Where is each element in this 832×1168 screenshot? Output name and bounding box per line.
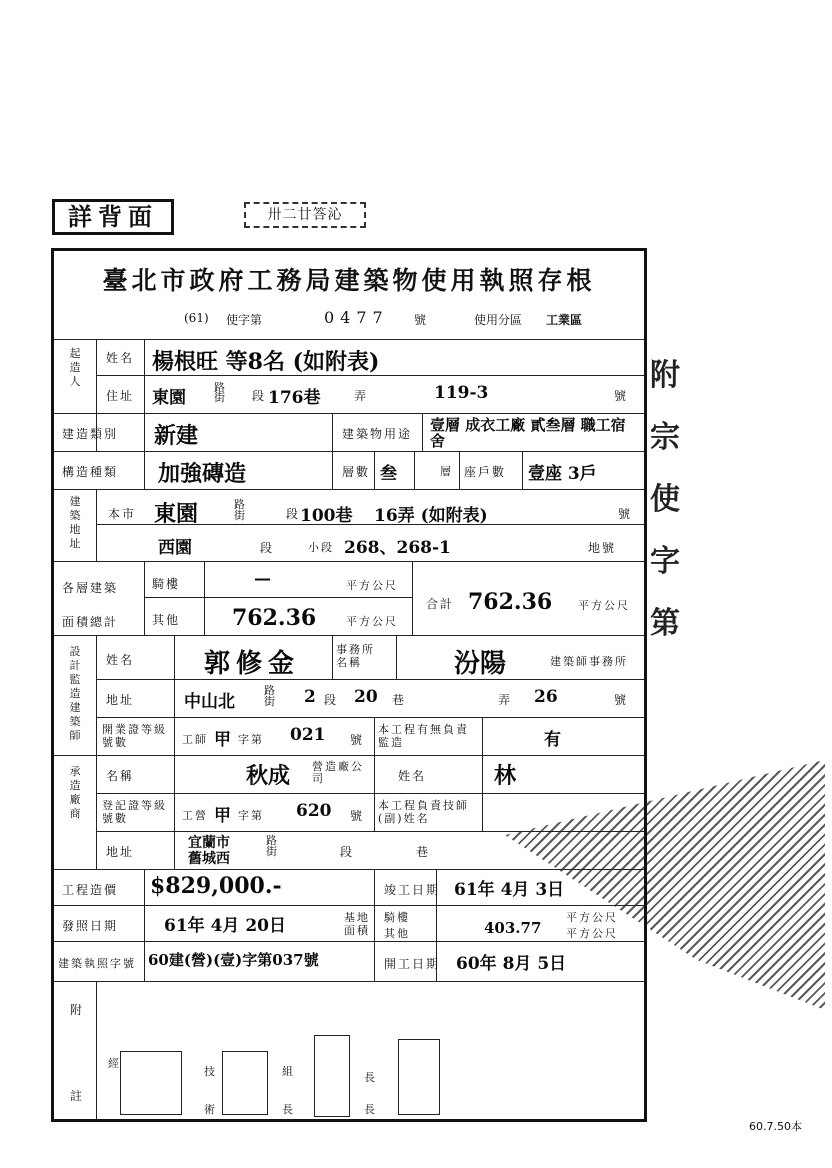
struct-value: 加強磚造 — [158, 461, 247, 487]
sig-label-2: 技 — [204, 1065, 217, 1078]
site-no: 16弄 (如附表) — [374, 506, 488, 526]
footer-code: 60.7.50本 — [749, 1120, 802, 1133]
arch-office-label: 事務所名稱 — [336, 643, 375, 669]
arch-supervise-label: 本工程有無負責監造 — [378, 723, 469, 749]
contr-addr-label: 地址 — [106, 845, 135, 859]
arch-addr-label: 地址 — [106, 693, 135, 707]
contr-person: 林 — [494, 763, 517, 789]
right-margin-text: 附 宗 使 字 第 — [650, 358, 680, 641]
document-tag: 詳背面 — [52, 199, 174, 235]
stamp-box-3 — [314, 1035, 350, 1117]
sig-label-4: 長 — [364, 1071, 377, 1084]
sig-label-3: 組 — [282, 1065, 295, 1078]
arch-cert-label: 開業證等級號數 — [102, 723, 167, 749]
arch-supervise-value: 有 — [544, 730, 561, 750]
arch-addr-lane-unit: 巷 — [392, 693, 407, 707]
total-value: 762.36 — [468, 589, 553, 615]
owner-addr-label: 住址 — [106, 389, 135, 403]
arcade-value: — — [254, 569, 271, 589]
cost-value: $829,000.- — [150, 873, 282, 899]
arch-addr-road: 路街 — [264, 684, 277, 708]
area-label-1: 各層建築 — [62, 581, 119, 595]
site-arcade-unit: 平方公尺 — [566, 911, 618, 924]
site-land-nos: 268、268-1 — [344, 538, 451, 558]
site-group-label: 建築地址 — [69, 495, 81, 550]
arch-office: 汾陽 — [454, 649, 507, 679]
sig-label-5: 長 — [364, 1103, 377, 1116]
contr-tech-label: 本工程負責技師(副)姓名 — [378, 799, 469, 825]
site-arcade-label: 騎樓 — [384, 911, 410, 924]
owner-addr-city: 東園 — [152, 388, 186, 408]
sig-label-3b: 長 — [282, 1103, 295, 1116]
units-value: 壹座 3戶 — [528, 464, 597, 484]
issue-value: 61年 4月 20日 — [164, 916, 286, 936]
site-road: 東園 — [154, 501, 199, 527]
site-land-subsec: 小段 — [308, 541, 334, 554]
stamp-box-4 — [398, 1039, 440, 1115]
arcade-label: 騎樓 — [152, 577, 181, 591]
arch-cert-no: 021 — [290, 725, 326, 745]
sig-label-2b: 術 — [204, 1103, 217, 1116]
area-label-2: 面積總計 — [62, 615, 119, 629]
owner-addr-lane: 176巷 — [268, 388, 321, 408]
complete-value: 61年 4月 3日 — [454, 880, 565, 900]
site-lane: 100巷 — [300, 506, 353, 526]
permit-word: 使字第 — [226, 313, 263, 327]
build-type-value: 新建 — [154, 423, 199, 449]
build-type-label: 建造類別 — [62, 427, 119, 441]
site-hao: 號 — [618, 507, 633, 521]
units-label: 座戶數 — [464, 465, 507, 479]
total-unit: 平方公尺 — [578, 599, 630, 612]
site-land-sec: 段 — [260, 541, 275, 555]
arch-addr-sec-unit: 段 — [324, 693, 339, 707]
contr-cert-word: 字第 — [238, 809, 264, 822]
owner-addr-hao: 號 — [614, 389, 629, 403]
owner-name: 楊根旺 等8名 (如附表) — [152, 349, 380, 375]
contr-addr: 宜蘭市 舊城西 — [188, 835, 230, 867]
permit-form — [51, 248, 647, 1122]
arcade-unit: 平方公尺 — [346, 579, 398, 592]
contr-name: 秋成 — [246, 763, 291, 789]
other-area-label: 其他 — [152, 613, 181, 627]
owner-group-label: 起造人 — [69, 347, 81, 388]
start-label: 開工日期 — [384, 957, 441, 971]
contr-cert-label: 登記證等級號數 — [102, 799, 167, 825]
site-other-unit: 平方公尺 — [566, 927, 618, 940]
owner-addr-road: 路街 — [214, 381, 227, 404]
zone-label: 使用分區 — [474, 313, 523, 327]
owner-addr-sec: 段 — [252, 389, 267, 403]
arch-name-label: 姓名 — [106, 653, 135, 667]
permit-year: (61) — [184, 311, 209, 325]
arch-name: 郭修金 — [204, 649, 301, 679]
other-area-value: 762.36 — [232, 605, 317, 631]
total-label: 合計 — [426, 597, 455, 611]
floors-value: 叁 — [380, 464, 397, 484]
struct-label: 構造種類 — [62, 465, 119, 479]
start-value: 60年 8月 5日 — [456, 954, 567, 974]
contr-cert-no: 620 — [296, 801, 332, 821]
arch-office-suffix: 建築師事務所 — [550, 655, 628, 668]
arch-cert-prefix: 工師 — [182, 733, 208, 746]
contr-addr-lane: 巷 — [416, 845, 431, 859]
floors-unit: 層 — [440, 465, 453, 478]
stamp-box-2 — [222, 1051, 268, 1115]
arch-addr-sec: 2 — [304, 687, 316, 707]
site-city: 本市 — [108, 507, 137, 521]
contr-addr-road: 路街 — [266, 834, 279, 858]
permit-number: 0477 — [324, 308, 389, 327]
arch-addr-hao: 號 — [614, 693, 629, 707]
arch-addr-no: 26 — [534, 687, 558, 707]
sig-label-1: 經 — [108, 1057, 121, 1070]
site-land-unit: 地號 — [588, 541, 617, 555]
site-road-unit: 路街 — [234, 498, 247, 522]
form-title: 臺北市政府工務局建築物使用執照存根 — [102, 266, 596, 295]
site-land-area: 西園 — [158, 538, 192, 558]
site-other-value: 403.77 — [484, 919, 542, 937]
use-label: 建築物用途 — [342, 427, 413, 441]
owner-addr-alley: 弄 — [354, 389, 369, 403]
contr-cert-grade: 甲 — [214, 806, 231, 826]
owner-name-label: 姓名 — [106, 351, 135, 365]
site-other-label: 其他 — [384, 927, 410, 940]
issue-label: 發照日期 — [62, 919, 119, 933]
contr-cert-hao: 號 — [350, 809, 365, 823]
notes-label-1: 附 — [70, 1003, 85, 1017]
contr-addr-sec: 段 — [340, 845, 355, 859]
cost-label: 工程造價 — [62, 883, 119, 897]
site-area-label: 基地面積 — [344, 911, 370, 937]
contr-name-suffix: 營造廠公司 — [312, 760, 364, 785]
arch-cert-grade: 甲 — [214, 730, 231, 750]
site-sec: 段 — [286, 507, 301, 521]
other-area-unit: 平方公尺 — [346, 615, 398, 628]
arch-addr-lane: 20 — [354, 687, 378, 707]
notes-label-2: 註 — [70, 1089, 85, 1103]
zone-value: 工業區 — [546, 313, 583, 327]
contr-name-label: 名稱 — [106, 769, 135, 783]
arch-cert-hao: 號 — [350, 733, 365, 747]
permit-suffix: 號 — [414, 313, 427, 327]
stamp-box-1 — [120, 1051, 182, 1115]
arch-cert-word: 字第 — [238, 733, 264, 746]
use-value: 壹層 成衣工廠 貳叁層 職工宿舍 — [430, 416, 626, 450]
architect-group-label: 設計監造建築師 — [69, 645, 81, 742]
contractor-group-label: 承造廠商 — [69, 765, 81, 820]
arch-addr-alley: 弄 — [498, 693, 513, 707]
floors-label: 層數 — [342, 465, 371, 479]
contr-cert-prefix: 工營 — [182, 809, 208, 822]
owner-addr-no: 119-3 — [434, 383, 489, 403]
bp-value: 60建(營)(壹)字第037號 — [148, 951, 319, 969]
complete-label: 竣工日期 — [384, 883, 441, 897]
top-stamp: 卅二廿答沁 — [244, 202, 366, 228]
contr-person-label: 姓名 — [398, 769, 427, 783]
arch-addr: 中山北 — [184, 692, 235, 712]
bp-label: 建築執照字號 — [58, 957, 136, 970]
